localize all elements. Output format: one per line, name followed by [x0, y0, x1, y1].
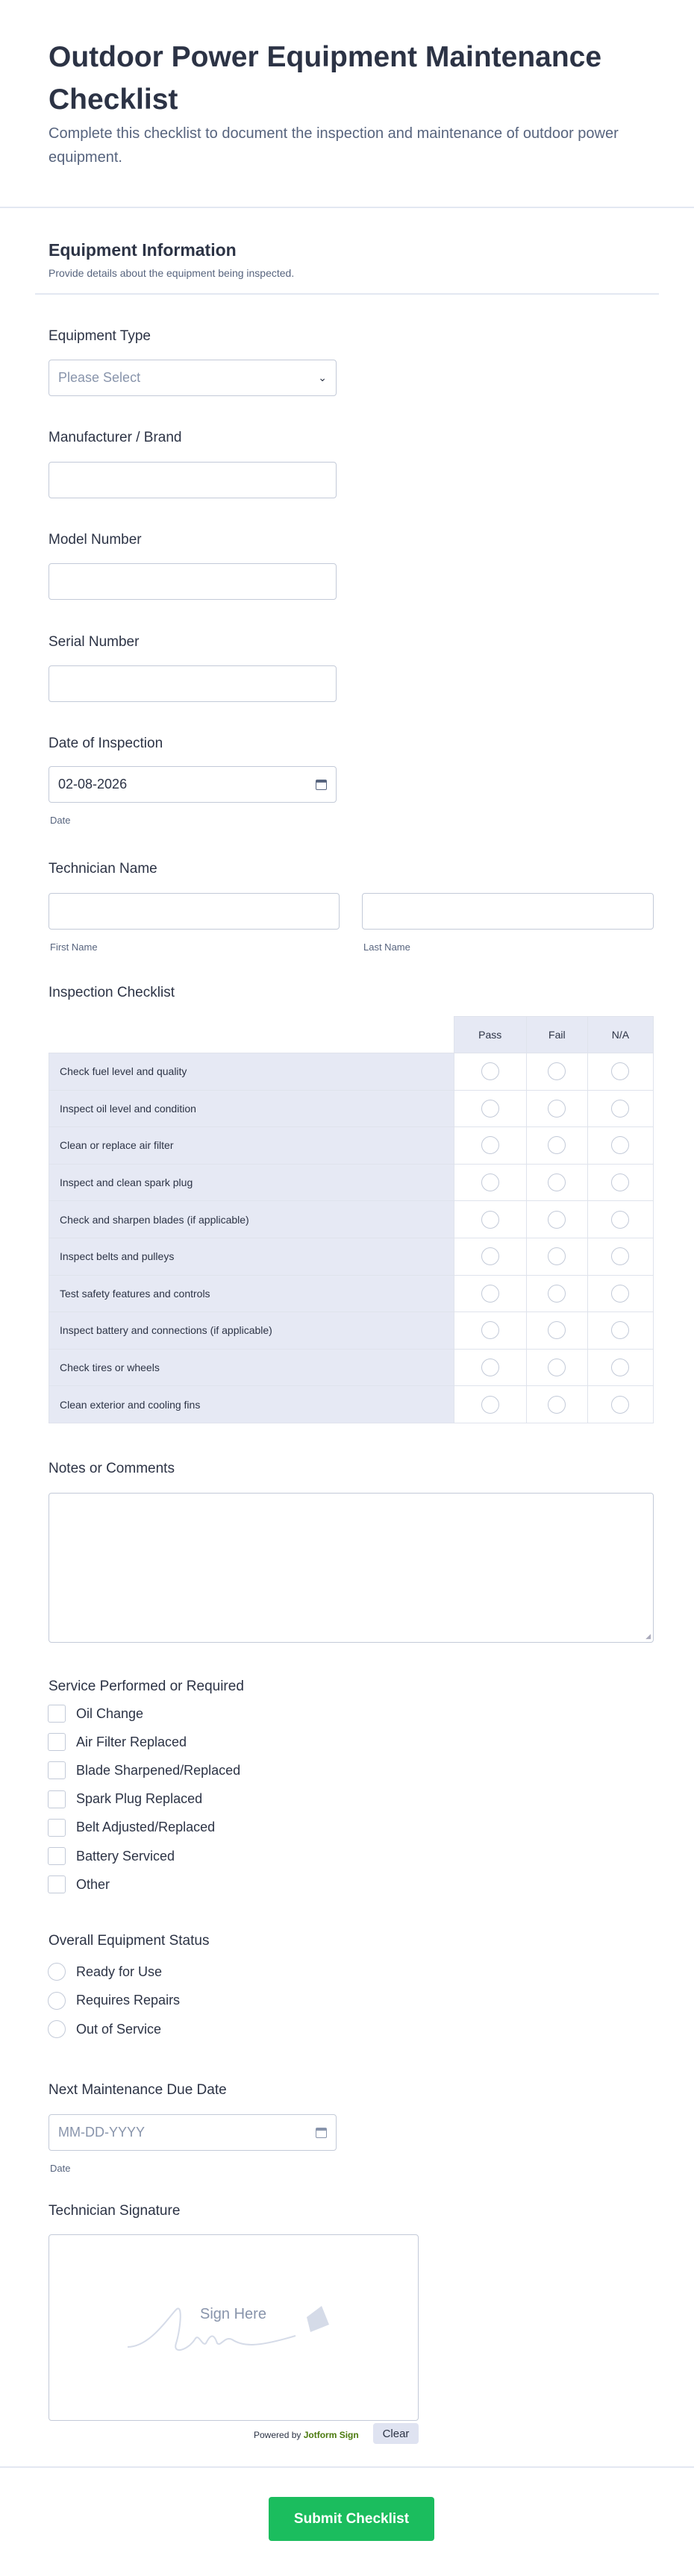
radio-na[interactable]	[611, 1358, 629, 1376]
radio[interactable]	[48, 1992, 66, 2010]
signature-label: Technician Signature	[49, 2203, 181, 2219]
radio-pass[interactable]	[481, 1100, 499, 1118]
service-option[interactable]	[48, 1761, 240, 1780]
checkbox[interactable]	[48, 1733, 66, 1751]
cell-na	[587, 1238, 653, 1275]
cell-pass	[454, 1386, 526, 1423]
cell-na	[587, 1053, 653, 1091]
date-value: 02-08-2026	[58, 777, 128, 792]
radio-na[interactable]	[611, 1396, 629, 1414]
checklist-item-label: Inspect battery and connections (if applicable)	[49, 1312, 454, 1350]
status-option-label: Requires Repairs	[76, 1993, 181, 2008]
serial-label: Serial Number	[49, 634, 140, 650]
cell-fail	[526, 1312, 587, 1350]
cell-pass	[454, 1349, 526, 1386]
cell-pass	[454, 1312, 526, 1350]
cell-pass	[454, 1164, 526, 1201]
cell-pass	[454, 1238, 526, 1275]
technician-label: Technician Name	[49, 861, 157, 877]
radio-na[interactable]	[611, 1062, 629, 1080]
next-due-input[interactable]	[49, 2114, 337, 2151]
service-option-label: Blade Sharpened/Replaced	[76, 1762, 241, 1778]
radio-pass[interactable]	[481, 1396, 499, 1414]
resize-handle-icon[interactable]: ◢	[645, 1632, 651, 1640]
service-option[interactable]	[48, 1790, 202, 1809]
status-label: Overall Equipment Status	[49, 1933, 210, 1949]
checklist-row	[49, 1053, 654, 1091]
checkbox[interactable]	[48, 1875, 66, 1893]
select-placeholder: Please Select	[58, 370, 141, 385]
checkbox[interactable]	[48, 1790, 66, 1808]
radio-fail[interactable]	[548, 1173, 566, 1191]
checklist-row	[49, 1386, 654, 1423]
cell-pass	[454, 1053, 526, 1091]
model-label: Model Number	[49, 532, 142, 548]
cell-pass	[454, 1201, 526, 1238]
checklist-row	[49, 1275, 654, 1312]
checklist-item-label: Check and sharpen blades (if applicable)	[49, 1201, 454, 1238]
status-option-label: Ready for Use	[76, 1964, 163, 1979]
checklist-row	[49, 1312, 654, 1350]
checkbox[interactable]	[48, 1847, 66, 1865]
service-option[interactable]	[48, 1818, 215, 1837]
column-na: N/A	[587, 1017, 653, 1053]
cell-na	[587, 1275, 653, 1312]
cell-fail	[526, 1275, 587, 1312]
service-option[interactable]	[48, 1732, 187, 1752]
radio-na[interactable]	[611, 1247, 629, 1265]
notes-textarea[interactable]	[49, 1493, 654, 1643]
status-option[interactable]	[48, 1962, 162, 1981]
inspection-date-input[interactable]	[49, 766, 337, 803]
chevron-down-icon: ⌄	[318, 372, 327, 383]
radio-na[interactable]	[611, 1211, 629, 1229]
radio-pass[interactable]	[481, 1062, 499, 1080]
radio-na[interactable]	[611, 1173, 629, 1191]
radio[interactable]	[48, 2020, 66, 2038]
radio-fail[interactable]	[548, 1321, 566, 1339]
powered-by-text: Powered by	[254, 2430, 301, 2440]
calendar-icon[interactable]	[316, 780, 327, 790]
corner-cell	[49, 1017, 454, 1053]
checklist-item-label: Inspect belts and pulleys	[49, 1238, 454, 1275]
radio-fail[interactable]	[548, 1211, 566, 1229]
radio-na[interactable]	[611, 1321, 629, 1339]
radio-fail[interactable]	[548, 1247, 566, 1265]
radio-pass[interactable]	[481, 1247, 499, 1265]
last-name-input[interactable]	[362, 893, 654, 930]
status-option[interactable]	[48, 2019, 161, 2039]
radio-pass[interactable]	[481, 1285, 499, 1303]
next-due-label: Next Maintenance Due Date	[49, 2082, 227, 2098]
cell-fail	[526, 1164, 587, 1201]
cell-na	[587, 1127, 653, 1165]
cell-na	[587, 1164, 653, 1201]
cell-pass	[454, 1127, 526, 1165]
signature-pad[interactable]	[49, 2234, 419, 2421]
divider	[35, 293, 659, 295]
cell-na	[587, 1090, 653, 1127]
service-option-label: Other	[76, 1876, 110, 1892]
powered-by	[254, 2430, 359, 2440]
cell-fail	[526, 1386, 587, 1423]
column-pass: Pass	[454, 1017, 526, 1053]
checklist-item-label: Inspect and clean spark plug	[49, 1164, 454, 1201]
equipment-type-select[interactable]	[49, 360, 337, 396]
checklist-item-label: Check tires or wheels	[49, 1349, 454, 1386]
last-name-sublabel: Last Name	[363, 941, 410, 953]
inspection-matrix	[49, 1016, 654, 1423]
radio-fail[interactable]	[548, 1100, 566, 1118]
calendar-icon[interactable]	[316, 2128, 327, 2138]
divider	[0, 207, 694, 208]
checklist-row	[49, 1090, 654, 1127]
checklist-row	[49, 1164, 654, 1201]
services-label: Service Performed or Required	[49, 1679, 244, 1694]
service-option-label: Oil Change	[76, 1705, 144, 1721]
status-option-label: Out of Service	[76, 2021, 162, 2037]
signature-scribble-icon	[49, 2235, 419, 2422]
status-option[interactable]	[48, 1991, 180, 2011]
cell-fail	[526, 1238, 587, 1275]
section-subtitle: Provide details about the equipment being inspected.	[49, 267, 295, 279]
cell-fail	[526, 1053, 587, 1091]
column-fail: Fail	[526, 1017, 587, 1053]
service-option-label: Belt Adjusted/Replaced	[76, 1820, 216, 1835]
manufacturer-label: Manufacturer / Brand	[49, 430, 182, 445]
service-option[interactable]	[48, 1704, 143, 1723]
date-sublabel: Date	[50, 815, 71, 826]
serial-input[interactable]	[49, 665, 337, 702]
checklist-row	[49, 1201, 654, 1238]
radio-pass[interactable]	[481, 1173, 499, 1191]
radio-fail[interactable]	[548, 1062, 566, 1080]
section-title: Equipment Information	[49, 240, 237, 260]
form-title: Outdoor Power Equipment Maintenance Checklist	[49, 41, 602, 116]
form-subtitle: Complete this checklist to document the inspection and maintenance of outdoor power equipment.	[49, 125, 619, 166]
checklist-item-label: Clean exterior and cooling fins	[49, 1386, 454, 1423]
radio-pass[interactable]	[481, 1321, 499, 1339]
radio-pass[interactable]	[481, 1358, 499, 1376]
date-label: Date of Inspection	[49, 736, 163, 751]
cell-fail	[526, 1090, 587, 1127]
checklist-item-label: Check fuel level and quality	[49, 1053, 454, 1091]
cell-na	[587, 1349, 653, 1386]
cell-na	[587, 1386, 653, 1423]
cell-pass	[454, 1275, 526, 1312]
service-option[interactable]	[48, 1846, 175, 1866]
checklist-item-label: Clean or replace air filter	[49, 1127, 454, 1165]
service-option-label: Battery Serviced	[76, 1848, 175, 1864]
radio[interactable]	[48, 1963, 66, 1981]
service-option-label: Spark Plug Replaced	[76, 1791, 203, 1807]
radio-pass[interactable]	[481, 1211, 499, 1229]
clear-signature-button[interactable]: Clear	[373, 2423, 419, 2444]
notes-label: Notes or Comments	[49, 1461, 175, 1476]
equipment-type-label: Equipment Type	[49, 328, 151, 344]
checklist-row	[49, 1127, 654, 1165]
cell-na	[587, 1201, 653, 1238]
jotform-sign-link[interactable]: Jotform Sign	[303, 2430, 359, 2440]
next-due-placeholder: MM-DD-YYYY	[58, 2125, 145, 2140]
next-due-sublabel: Date	[50, 2163, 71, 2174]
cell-fail	[526, 1349, 587, 1386]
manufacturer-input[interactable]	[49, 462, 337, 498]
first-name-input[interactable]	[49, 893, 340, 930]
radio-na[interactable]	[611, 1136, 629, 1154]
checklist-row	[49, 1349, 654, 1386]
model-input[interactable]	[49, 563, 337, 600]
radio-na[interactable]	[611, 1100, 629, 1118]
cell-fail	[526, 1127, 587, 1165]
cell-pass	[454, 1090, 526, 1127]
radio-fail[interactable]	[548, 1396, 566, 1414]
divider	[0, 2466, 694, 2468]
submit-button[interactable]: Submit Checklist	[269, 2497, 434, 2541]
radio-fail[interactable]	[548, 1136, 566, 1154]
radio-pass[interactable]	[481, 1136, 499, 1154]
checklist-row	[49, 1238, 654, 1275]
service-option-label: Air Filter Replaced	[76, 1734, 187, 1749]
checklist-item-label: Inspect oil level and condition	[49, 1090, 454, 1127]
cell-fail	[526, 1201, 587, 1238]
radio-na[interactable]	[611, 1285, 629, 1303]
checkbox[interactable]	[48, 1819, 66, 1837]
radio-fail[interactable]	[548, 1285, 566, 1303]
radio-fail[interactable]	[548, 1358, 566, 1376]
service-option[interactable]	[48, 1875, 110, 1894]
sign-here-placeholder: Sign Here	[200, 2306, 266, 2322]
cell-na	[587, 1312, 653, 1350]
checklist-item-label: Test safety features and controls	[49, 1275, 454, 1312]
checkbox[interactable]	[48, 1761, 66, 1779]
checklist-label: Inspection Checklist	[49, 985, 175, 1000]
checkbox[interactable]	[48, 1705, 66, 1723]
first-name-sublabel: First Name	[50, 941, 98, 953]
